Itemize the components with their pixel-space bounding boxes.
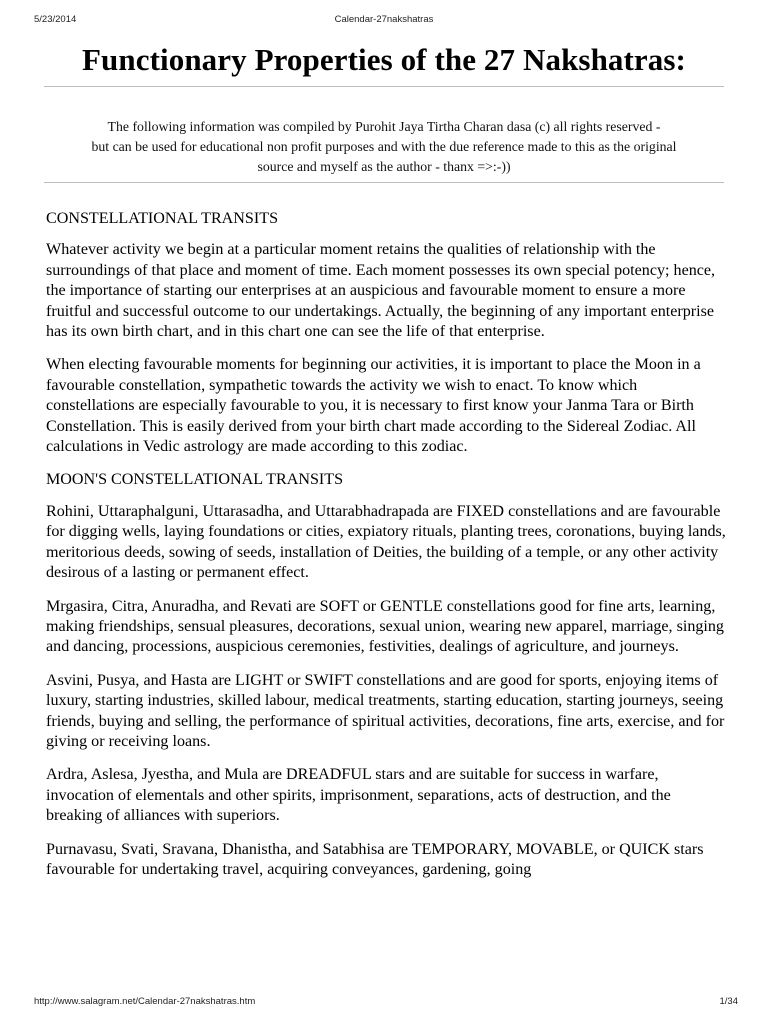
intro-line: but can be used for educational non profit purposes and with the due reference made to this as the original xyxy=(91,139,677,154)
paragraph-fixed-constellations: Rohini, Uttaraphalguni, Uttarasadha, and Uttarabhadrapada are FIXED constellations and are favourable for digging wells, laying foundations or cities, expiatory rituals, planting trees, coronations, buying lands, meritorious deeds, sowing of seeds, installation of Deities, the building of a temple, or any other activity desirous of a lasting or permanent effect. xyxy=(46,502,726,582)
section-heading-constellational-transits: CONSTELLATIONAL TRANSITS xyxy=(46,210,279,227)
print-url: http://www.salagram.net/Calendar-27nakshatras.htm xyxy=(34,996,256,1007)
print-date: 5/23/2014 xyxy=(34,14,77,25)
section-heading-moons-constellational-transits: MOON'S CONSTELLATIONAL TRANSITS xyxy=(46,471,344,489)
paragraph-dreadful-stars: Ardra, Aslesa, Jyestha, and Mula are DREADFUL stars and are suitable for success in warfare, invocation of elementals and other spirits, imprisonment, separations, acts of destruction, and the breaking of alliances with superiors. xyxy=(46,766,671,825)
intro-line: source and myself as the author - thanx =>:-)) xyxy=(257,159,511,174)
print-page-number: 1/34 xyxy=(719,996,738,1007)
paragraph: When electing favourable moments for beginning our activities, it is important to place the Moon in a favourable constellation, sympathetic towards the activity we wish to enact. To know which constellations are especially favourable to you, it is necessary to first know your Janma Tara or Birth Constellation. This is easily derived from your birth chart made according to the Sidereal Zodiac. All calculations in Vedic astrology are made according to this zodiac. xyxy=(46,356,701,456)
paragraph-light-constellations: Asvini, Pusya, and Hasta are LIGHT or SWIFT constellations and are good for sports, enjoying items of luxury, starting industries, skilled labour, medical treatments, starting education, starting journeys, seeing friends, buying and selling, the performance of spiritual activities, decorations, fine arts, exercise, and for giving or receiving loans. xyxy=(46,671,725,750)
paragraph-soft-constellations: Mrgasira, Citra, Anuradha, and Revati are SOFT or GENTLE constellations good for fine arts, learning, making friendships, sensual pleasures, decorations, sexual union, wearing new apparel, marriage, singing and dancing, processions, auspicious ceremonies, festivities, dealings of agriculture, and journeys. xyxy=(46,597,724,656)
intro-notice xyxy=(44,117,724,177)
print-page-title: Calendar-27nakshatras xyxy=(334,14,434,25)
paragraph: Whatever activity we begin at a particular moment retains the qualities of relationship with the surroundings of that place and moment of time. Each moment possesses its own special potency; hence, the importance of starting our enterprises at an auspicious and favourable moment to ensure a more fruitful and successful outcome to our undertakings. Actually, the beginning of any important enterprise has its own birth chart, and in this chart one can see the life of that enterprise. xyxy=(46,241,716,341)
top-divider xyxy=(44,86,724,87)
intro-divider xyxy=(44,182,724,183)
paragraph-temporary-stars: Purnavasu, Svati, Sravana, Dhanistha, and Satabhisa are TEMPORARY, MOVABLE, or QUICK stars favourable for undertaking travel, acquiring conveyances, gardening, going xyxy=(46,840,704,878)
intro-line: The following information was compiled by Purohit Jaya Tirtha Charan dasa (c) all rights reserved - xyxy=(107,119,661,134)
document-body xyxy=(46,209,726,893)
document-title: Functionary Properties of the 27 Nakshatras: xyxy=(82,42,686,77)
